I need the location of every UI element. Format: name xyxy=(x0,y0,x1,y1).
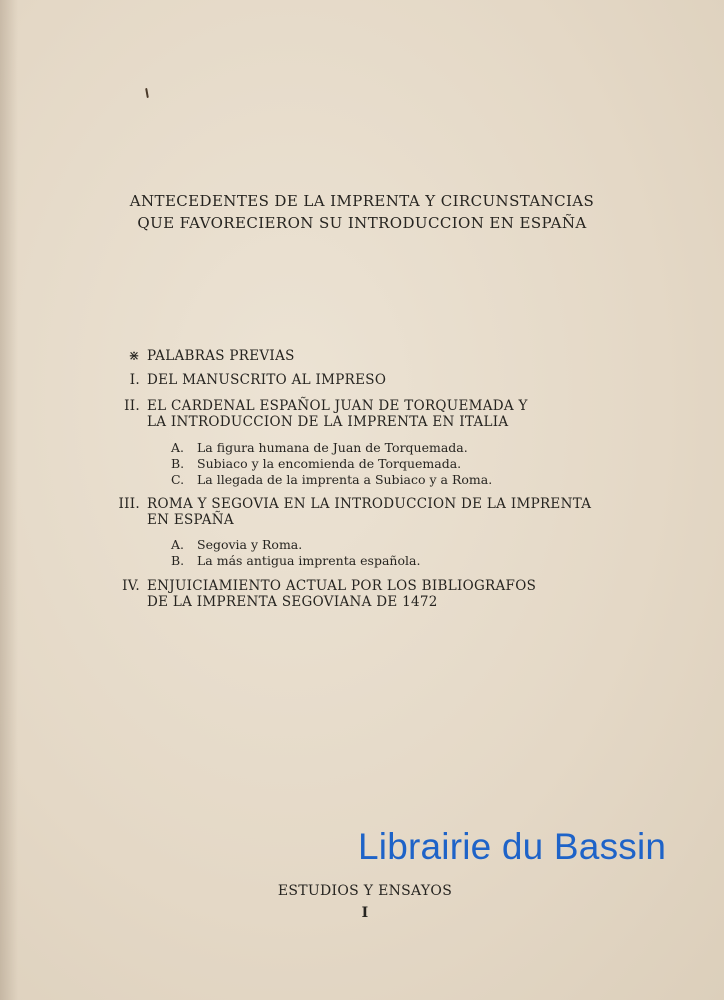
chapter-number: I. xyxy=(129,372,140,388)
chapter-title-line-2: DE LA IMPRENTA SEGOVIANA DE 1472 xyxy=(147,594,438,610)
page-title xyxy=(0,190,724,234)
paper-speck xyxy=(145,88,149,98)
subentry-letter: B. xyxy=(171,553,185,568)
spine-shadow xyxy=(0,0,18,1000)
chapter-title-line-2: EN ESPAÑA xyxy=(147,512,234,528)
chapter-number: II. xyxy=(124,398,140,414)
subentry-text: La llegada de la imprenta a Subiaco y a Roma. xyxy=(197,472,493,487)
subentry-text: La más antigua imprenta española. xyxy=(197,553,421,568)
volume-number: I xyxy=(361,905,369,921)
chapter-number: III. xyxy=(118,496,140,512)
subentry-letter: C. xyxy=(171,472,185,487)
chapter-title-line-2: LA INTRODUCCION DE LA IMPRENTA EN ITALIA xyxy=(147,414,509,430)
subentry-letter: A. xyxy=(171,440,185,455)
series-footer xyxy=(0,880,724,924)
series-name: ESTUDIOS Y ENSAYOS xyxy=(277,883,453,899)
chapter-number: IV. xyxy=(122,578,140,594)
subentry-letter: B. xyxy=(171,456,185,471)
toc-label-preface: PALABRAS PREVIAS xyxy=(147,348,295,364)
subentry-text: Subiaco y la encomienda de Torquemada. xyxy=(197,456,462,471)
watermark-text: Librairie du Bassin xyxy=(358,826,667,867)
title-line-1: ANTECEDENTES DE LA IMPRENTA Y CIRCUNSTANCIAS xyxy=(129,192,595,210)
chapter-title-line-1: EL CARDENAL ESPAÑOL JUAN DE TORQUEMADA Y xyxy=(147,398,528,414)
chapter-title-line-1: ROMA Y SEGOVIA EN LA INTRODUCCION DE LA IMPRENTA xyxy=(147,496,592,512)
subentry-text: Segovia y Roma. xyxy=(197,537,303,552)
title-line-2: QUE FAVORECIERON SU INTRODUCCION EN ESPAÑA xyxy=(137,214,587,232)
subentry-letter: A. xyxy=(171,537,185,552)
chapter-title: DEL MANUSCRITO AL IMPRESO xyxy=(147,372,387,388)
asterism-icon: ⋇ xyxy=(128,348,140,364)
subentry-text: La figura humana de Juan de Torquemada. xyxy=(197,440,468,455)
chapter-title-line-1: ENJUICIAMIENTO ACTUAL POR LOS BIBLIOGRAFOS xyxy=(147,578,537,594)
